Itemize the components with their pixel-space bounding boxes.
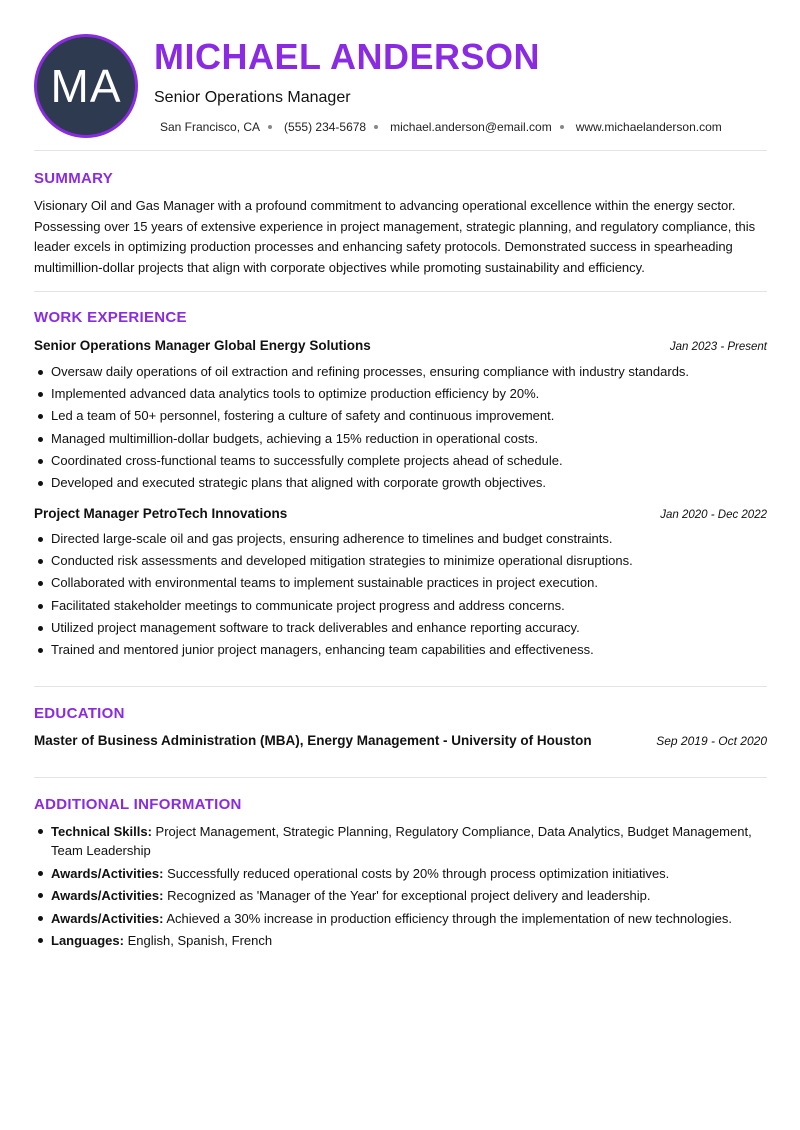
education-degree: Master of Business Administration (MBA), Energy Management - University of Houston — [34, 733, 592, 748]
contact-website[interactable]: www.michaelanderson.com — [575, 120, 722, 134]
job-bullets — [34, 528, 767, 661]
item-label: Awards/Activities: — [51, 865, 164, 881]
job-dates: Jan 2020 - Dec 2022 — [660, 509, 767, 521]
contact-row — [160, 120, 722, 134]
contact-phone: (555) 234-5678 — [284, 120, 367, 134]
list-item — [34, 931, 769, 950]
list-item: Directed large-scale oil and gas projects, ensuring adherence to timelines and budget constraints. — [34, 528, 767, 550]
list-item — [34, 909, 769, 928]
list-item: Facilitated stakeholder meetings to communicate project progress and address concerns. — [34, 595, 767, 617]
item-label: Languages: — [51, 933, 124, 949]
item-text: Successfully reduced operational costs by 20% through process optimization initiatives. — [163, 865, 670, 881]
job-header — [34, 506, 767, 521]
contact-email[interactable]: michael.anderson@email.com — [390, 120, 552, 134]
list-item: Utilized project management software to track deliverables and enhance reporting accuracy. — [34, 617, 767, 639]
job-role: Project Manager PetroTech Innovations — [34, 506, 288, 521]
item-label: Awards/Activities: — [51, 910, 164, 926]
list-item: Led a team of 50+ personnel, fostering a culture of safety and continuous improvement. — [34, 405, 767, 427]
section-divider — [34, 150, 767, 151]
section-divider — [34, 777, 767, 778]
item-text: Recognized as 'Manager of the Year' for exceptional project delivery and leadership. — [163, 888, 651, 904]
avatar-initials: MA — [50, 60, 122, 112]
list-item: Collaborated with environmental teams to implement sustainable practices in project execution. — [34, 572, 767, 594]
list-item: Oversaw daily operations of oil extraction and refining processes, ensuring compliance with industry standards. — [34, 361, 767, 383]
separator-dot-icon — [374, 125, 378, 129]
separator-dot-icon — [268, 125, 272, 129]
job-header — [34, 338, 767, 353]
separator-dot-icon — [560, 125, 564, 129]
education-dates: Sep 2019 - Oct 2020 — [656, 734, 767, 748]
item-text: English, Spanish, French — [123, 933, 273, 949]
education-heading: EDUCATION — [34, 705, 125, 722]
list-item: Developed and executed strategic plans that aligned with corporate growth objectives. — [34, 472, 767, 494]
section-divider — [34, 291, 767, 292]
experience-heading: WORK EXPERIENCE — [34, 309, 187, 326]
item-label: Technical Skills: — [51, 824, 152, 839]
list-item: Conducted risk assessments and developed mitigation strategies to minimize operational disruptions. — [34, 550, 767, 572]
list-item — [34, 886, 769, 905]
summary-text: Visionary Oil and Gas Manager with a profound commitment to advancing operational excellence within the energy sector. Possessing over 15 years of extensive experience in project management, strategic planning, and regulatory compliance, this leader excels in optimizing production processes and enhancing safety protocols. Demonstrated success in spearheading multimillion-dollar projects that align with corporate objectives while promoting sustainability and efficiency. — [34, 198, 756, 275]
job-dates: Jan 2023 - Present — [669, 341, 767, 353]
candidate-title: Senior Operations Manager — [154, 89, 351, 106]
additional-heading: ADDITIONAL INFORMATION — [34, 796, 242, 813]
job-role: Senior Operations Manager Global Energy Solutions — [34, 338, 371, 353]
contact-location: San Francisco, CA — [160, 120, 261, 134]
section-divider — [34, 686, 767, 687]
candidate-name: MICHAEL ANDERSON — [154, 36, 541, 77]
list-item — [34, 864, 769, 883]
education-row — [34, 733, 767, 748]
avatar — [34, 34, 138, 138]
additional-list — [34, 822, 769, 954]
list-item: Trained and mentored junior project managers, enhancing team capabilities and effectiveness. — [34, 639, 767, 661]
job-bullets — [34, 361, 767, 494]
item-text: Achieved a 30% increase in production efficiency through the implementation of new technologies. — [163, 910, 732, 926]
list-item: Implemented advanced data analytics tools to optimize production efficiency by 20%. — [34, 383, 767, 405]
list-item: Coordinated cross-functional teams to successfully complete projects ahead of schedule. — [34, 450, 767, 472]
list-item: Managed multimillion-dollar budgets, achieving a 15% reduction in operational costs. — [34, 428, 767, 450]
list-item — [34, 822, 769, 860]
summary-heading: SUMMARY — [34, 170, 114, 187]
item-label: Awards/Activities: — [51, 888, 164, 904]
item-text: Project Management, Strategic Planning, Regulatory Compliance, Data Analytics, Budget Management, Team Leadership — [51, 824, 752, 858]
